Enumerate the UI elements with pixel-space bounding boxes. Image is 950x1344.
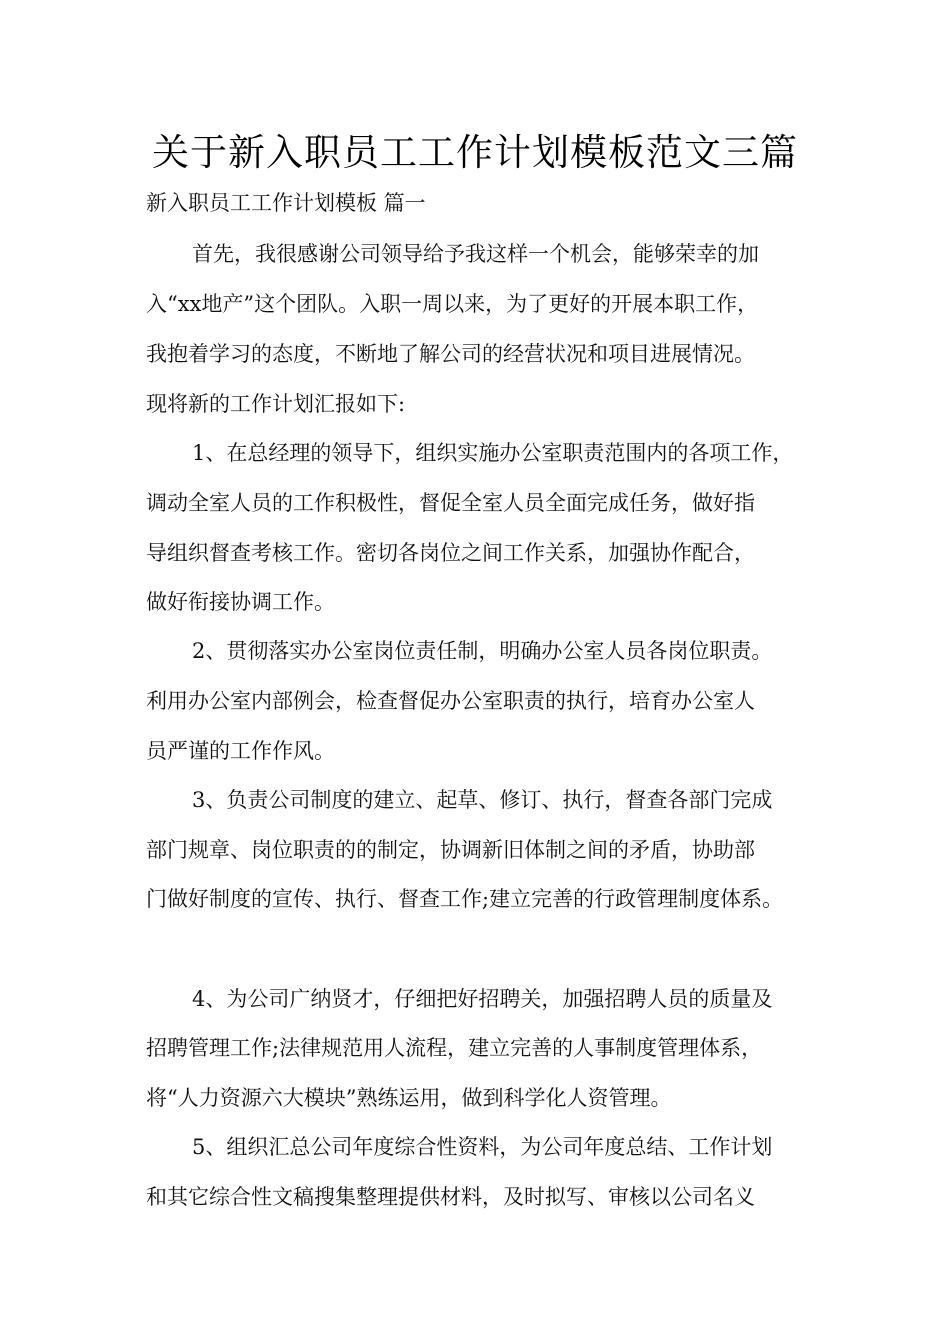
paragraph-line: 现将新的工作计划汇报如下: bbox=[146, 392, 406, 416]
paragraph-line: 导组织督查考核工作。密切各岗位之间工作关系，加强协作配合， bbox=[146, 541, 755, 565]
paragraph-line: 部门规章、岗位职责的的制定，协调新旧体制之间的矛盾，协助部 bbox=[146, 838, 755, 862]
paragraph-line: 2、贯彻落实办公室岗位责任制，明确办公室人员各岗位职责。 bbox=[192, 639, 773, 663]
document-title: 关于新入职员工工作计划模板范文三篇 bbox=[152, 131, 798, 174]
paragraph-line: 员严谨的工作作风。 bbox=[146, 739, 335, 763]
paragraph-line: 5、组织汇总公司年度综合性资料，为公司年度总结、工作计划 bbox=[192, 1135, 773, 1159]
paragraph-line: 4、为公司广纳贤才，仔细把好招聘关，加强招聘人员的质量及 bbox=[192, 987, 773, 1011]
paragraph-line: 将“人力资源六大模块”熟练运用，做到科学化人资管理。 bbox=[146, 1086, 672, 1110]
paragraph-line: 做好衔接协调工作。 bbox=[146, 590, 335, 614]
paragraph-line: 和其它综合性文稿搜集整理提供材料，及时拟写、审核以公司名义 bbox=[146, 1185, 755, 1209]
paragraph-line: 招聘管理工作;法律规范用人流程，建立完善的人事制度管理体系， bbox=[146, 1036, 763, 1060]
paragraph-line: 调动全室人员的工作积极性，督促全室人员全面完成任务，做好指 bbox=[146, 491, 755, 515]
paragraph-line: 3、负责公司制度的建立、起草、修订、执行，督查各部门完成 bbox=[192, 788, 773, 812]
document-subtitle: 新入职员工工作计划模板 篇一 bbox=[146, 191, 426, 215]
paragraph-line: 利用办公室内部例会，检查督促办公室职责的执行，培育办公室人 bbox=[146, 689, 755, 713]
paragraph-line: 1、在总经理的领导下，组织实施办公室职责范围内的各项工作， bbox=[192, 441, 794, 465]
paragraph-line: 门做好制度的宣传、执行、督查工作;建立完善的行政管理制度体系。 bbox=[146, 887, 784, 911]
paragraph-line: 入“xx地产”这个团队。入职一周以来，为了更好的开展本职工作， bbox=[146, 292, 759, 316]
paragraph-line: 我抱着学习的态度，不断地了解公司的经营状况和项目进展情况。 bbox=[146, 342, 755, 366]
paragraph-line: 首先，我很感谢公司领导给予我这样一个机会，能够荣幸的加 bbox=[192, 242, 759, 266]
